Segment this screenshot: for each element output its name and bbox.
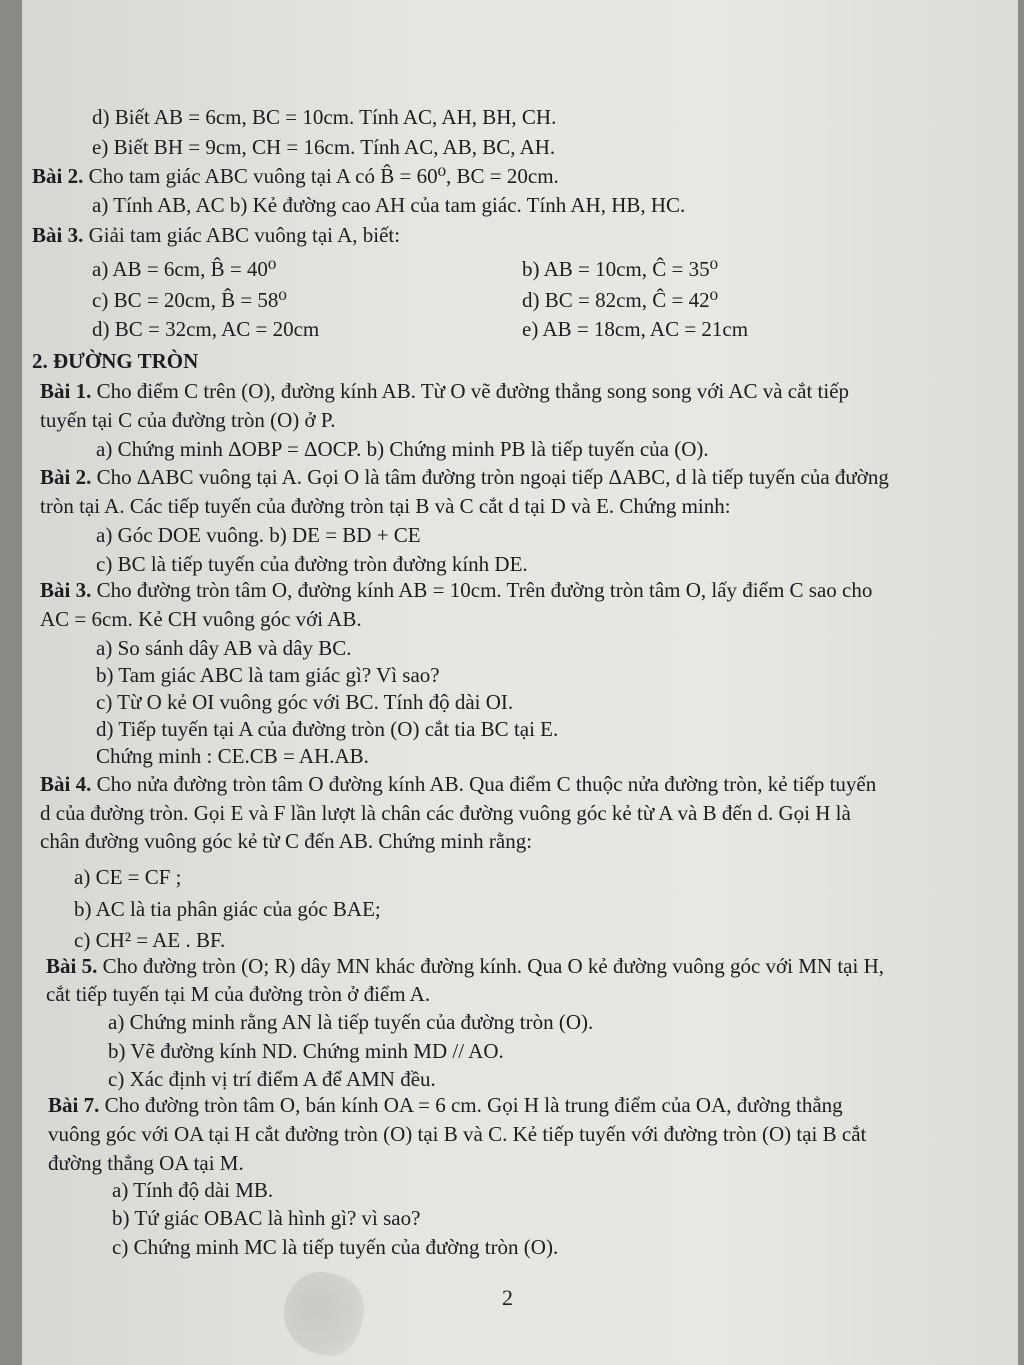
text-line [112,1205,420,1231]
text-line [40,606,362,632]
exercise-label: Bài 1. [40,379,92,403]
line-text: b) AB = 10cm, Ĉ = 35⁰ [522,257,719,281]
line-text: AC = 6cm. Kẻ CH vuông góc với AB. [40,607,362,631]
exercise-label: Bài 2. [32,164,84,188]
line-text: a) Tính độ dài MB. [112,1178,274,1202]
line-text: d) Tiếp tuyến tại A của đường tròn (O) cắt tia BC tại E. [96,717,559,741]
text-line [92,256,276,282]
line-text: a) Tính AB, AC b) Kẻ đường cao AH của tam giác. Tính AH, HB, HC. [92,193,686,217]
line-text: đường thẳng OA tại M. [48,1151,244,1175]
text-line [96,436,709,462]
line-text: tròn tại A. Các tiếp tuyến của đường tròn tại B và C cắt d tại D và E. Chứng minh: [40,494,731,518]
text-line [108,1038,504,1064]
line-text: d) Biết AB = 6cm, BC = 10cm. Tính AC, AH, BH, CH. [92,105,557,129]
line-text: Cho đường tròn tâm O, bán kính OA = 6 cm. Gọi H là trung điểm của OA, đường thẳng [99,1093,843,1117]
line-text: b) Tứ giác OBAC là hình gì? vì sao? [112,1206,421,1230]
text-line [48,1121,866,1147]
text-line [112,1177,273,1203]
text-line [96,743,369,769]
text-line [40,577,872,603]
line-text: vuông góc với OA tại H cắt đường tròn (O) tại B và C. Kẻ tiếp tuyến với đường tròn (O) tại B cắt [48,1122,867,1146]
text-line [522,256,718,282]
line-text: a) Góc DOE vuông. b) DE = BD + CE [96,523,421,547]
text-line [48,1150,244,1176]
exercise-label: Bài 4. [40,772,92,796]
text-line [522,287,718,313]
line-text: a) Chứng minh ΔOBP = ΔOCP. b) Chứng minh PB là tiếp tuyến của (O). [96,437,709,461]
text-line [96,716,558,742]
exercise-label: Bài 2. [40,465,92,489]
text-line [40,378,849,404]
text-line [46,953,884,979]
line-text: c) BC là tiếp tuyến của đường tròn đường kính DE. [96,552,528,576]
water-stain [284,1272,364,1356]
text-line [96,635,351,661]
text-line [92,104,556,130]
line-text: a) AB = 6cm, B̂ = 40⁰ [92,257,277,281]
line-text: Giải tam giác ABC vuông tại A, biết: [83,223,401,247]
line-text: Cho ΔABC vuông tại A. Gọi O là tâm đường tròn ngoại tiếp ΔABC, d là tiếp tuyến của đường [91,465,889,489]
line-text: b) Vẽ đường kính ND. Chứng minh MD // AO. [108,1039,504,1063]
line-text: b) Tam giác ABC là tam giác gì? Vì sao? [96,663,440,687]
text-line [32,222,400,248]
exercise-label: Bài 3. [40,578,92,602]
line-text: e) Biết BH = 9cm, CH = 16cm. Tính AC, AB, BC, AH. [92,135,556,159]
text-line [96,522,421,548]
line-text: Cho tam giác ABC vuông tại A có B̂ = 60⁰, BC = 20cm. [83,164,559,188]
line-text: d) BC = 82cm, Ĉ = 42⁰ [522,288,719,312]
text-line [48,1092,843,1118]
text-line [32,348,198,374]
line-text: b) AC là tia phân giác của góc BAE; [74,897,381,921]
text-line [74,927,225,953]
line-text: Cho nửa đường tròn tâm O đường kính AB. Qua điểm C thuộc nửa đường tròn, kẻ tiếp tuyến [91,772,877,796]
text-line [40,828,532,854]
line-text: c) CH² = AE . BF. [74,928,226,952]
text-line [92,287,287,313]
line-text: c) BC = 20cm, B̂ = 58⁰ [92,288,287,312]
exercise-label: Bài 5. [46,954,98,978]
text-line [46,981,430,1007]
line-text: a) So sánh dây AB và dây BC. [96,636,352,660]
text-line [74,896,381,922]
text-line [40,771,876,797]
line-text: c) Từ O kẻ OI vuông góc với BC. Tính độ dài OI. [96,690,514,714]
line-text: c) Xác định vị trí điểm A để AMN đều. [108,1067,436,1091]
page-number: 2 [502,1285,513,1310]
line-text: Cho đường tròn tâm O, đường kính AB = 10cm. Trên đường tròn tâm O, lấy điểm C sao cho [91,578,873,602]
line-text: Chứng minh : CE.CB = AH.AB. [96,744,369,768]
text-line [108,1066,436,1092]
line-text: tuyến tại C của đường tròn (O) ở P. [40,408,336,432]
line-text: cắt tiếp tuyến tại M của đường tròn ở điểm A. [46,982,431,1006]
text-line [40,464,889,490]
text-line [40,800,851,826]
text-line [96,551,528,577]
line-text: a) Chứng minh rằng AN là tiếp tuyến của đường tròn (O). [108,1010,594,1034]
text-line [40,493,731,519]
text-line [40,407,335,433]
line-text: Cho đường tròn (O; R) dây MN khác đường kính. Qua O kẻ đường vuông góc với MN tại H, [97,954,884,978]
line-text: d của đường tròn. Gọi E và F lần lượt là chân các đường vuông góc kẻ từ A và B đến d. Gọi H là [40,801,851,825]
text-line [74,864,182,890]
worksheet-page [22,0,1018,1365]
text-line [96,662,440,688]
line-text: Cho điểm C trên (O), đường kính AB. Từ O vẽ đường thẳng song song với AC và cắt tiếp [91,379,850,403]
text-line [112,1234,558,1260]
line-text: d) BC = 32cm, AC = 20cm [92,317,320,341]
text-line [108,1009,593,1035]
exercise-label: Bài 3. [32,223,84,247]
text-line [92,192,685,218]
exercise-label: 2. ĐƯỜNG TRÒN [32,349,199,373]
text-line [522,316,748,342]
line-text: c) Chứng minh MC là tiếp tuyến của đường tròn (O). [112,1235,559,1259]
text-line [32,163,559,189]
text-line [92,316,319,342]
line-text: chân đường vuông góc kẻ từ C đến AB. Chứng minh rằng: [40,829,533,853]
text-line [96,689,513,715]
text-line [92,134,555,160]
line-text: a) CE = CF ; [74,865,182,889]
exercise-label: Bài 7. [48,1093,100,1117]
line-text: e) AB = 18cm, AC = 21cm [522,317,749,341]
